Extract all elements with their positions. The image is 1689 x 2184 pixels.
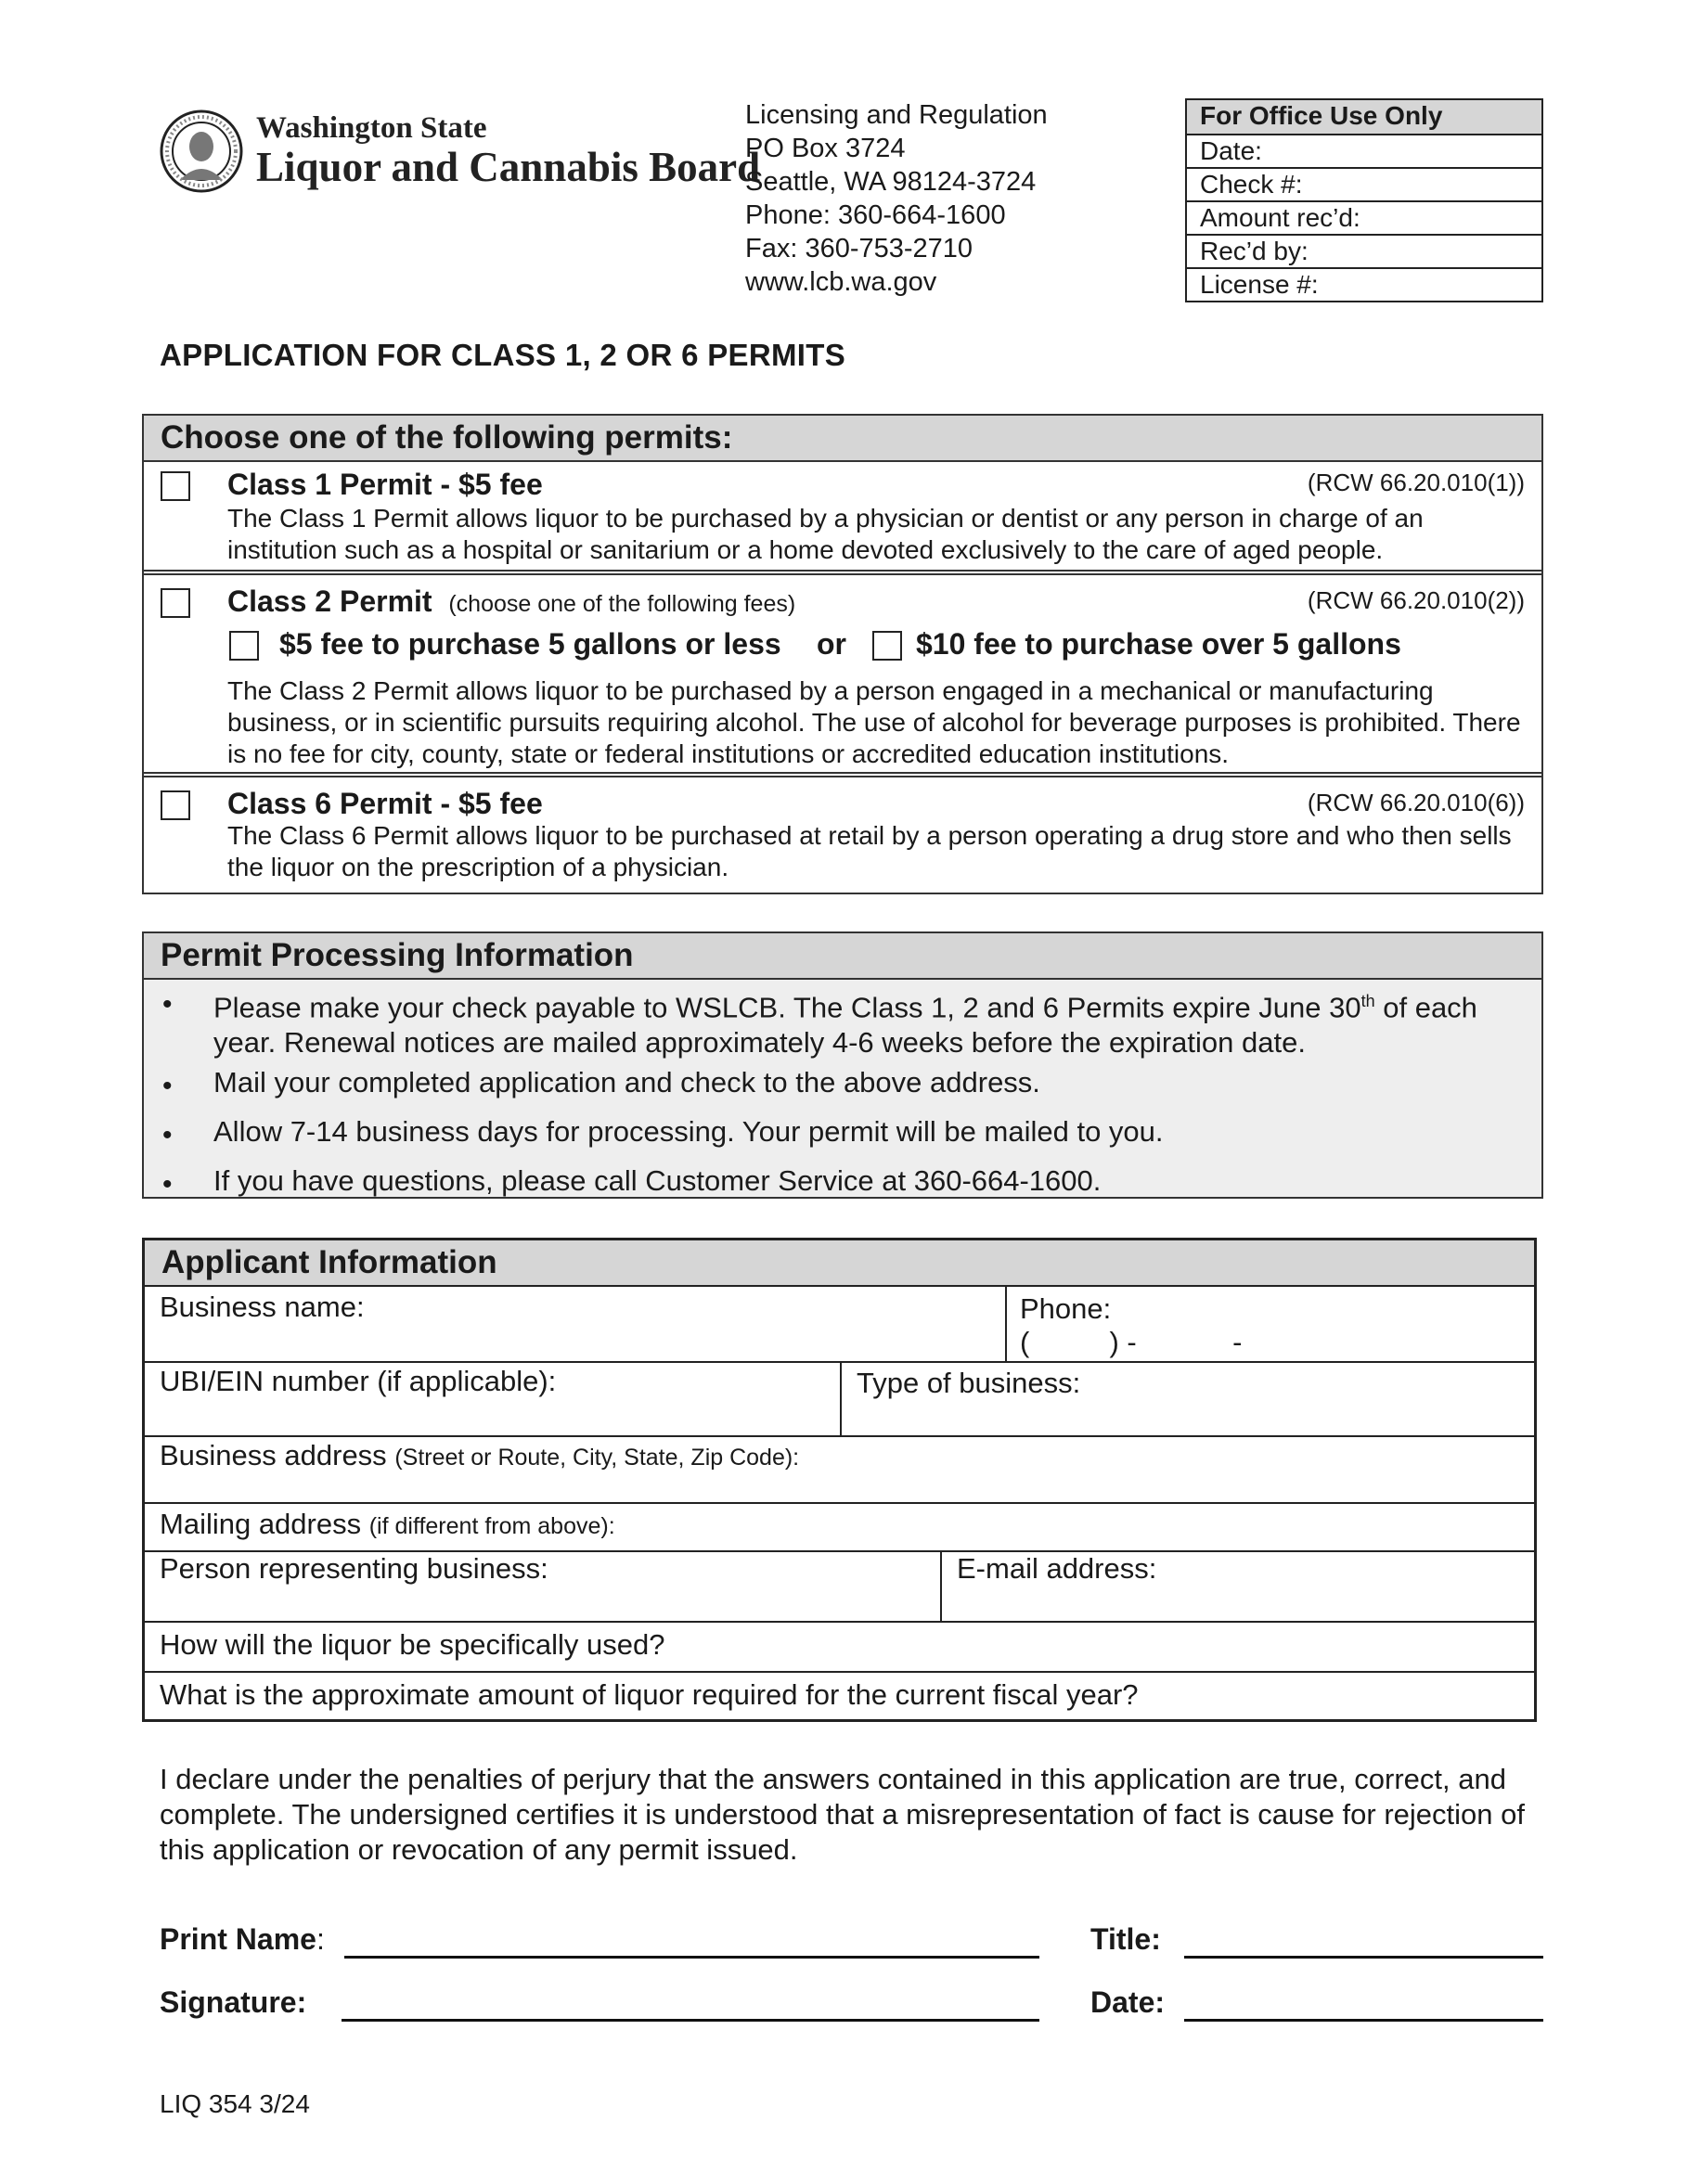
class1-description: The Class 1 Permit allows liquor to be purchased by a physician or dentist or any person in charge of an institution such as a hospital or sanitarium or a home devoted exclusively to the care of aged people. (227, 504, 1424, 564)
mailing-address-label: Mailing address (if different from above): (160, 1508, 615, 1540)
divider (840, 1361, 842, 1435)
divider (145, 1621, 1534, 1623)
page-title: APPLICATION FOR CLASS 1, 2 OR 6 PERMITS (160, 338, 846, 372)
processing-item-questions: If you have questions, please call Customer Service at 360-664-1600. (213, 1164, 1102, 1197)
class2-fee-5-label: $5 fee to purchase 5 gallons or less (279, 627, 781, 661)
class1-title: Class 1 Permit - $5 fee (227, 468, 543, 501)
email-field[interactable] (957, 1586, 1523, 1619)
business-type-field[interactable] (857, 1398, 1525, 1432)
divider (1005, 1287, 1007, 1361)
business-name-label: Business name: (160, 1291, 365, 1323)
bullet: • (162, 1071, 173, 1101)
divider (940, 1550, 942, 1621)
class6-option (144, 779, 1541, 893)
contact-phone: Phone: 360-664-1600 (745, 200, 1006, 230)
signature-field[interactable] (342, 2019, 1039, 2022)
business-name-field[interactable] (160, 1324, 995, 1357)
office-use-title: For Office Use Only (1187, 100, 1541, 134)
agency-logo (160, 108, 761, 191)
class6-description: The Class 6 Permit allows liquor to be purchased at retail by a person operating a drug store and who then sells the liquor on the prescription of a physician. (227, 821, 1512, 881)
title-label: Title: (1090, 1922, 1161, 1956)
ubi-label: UBI/EIN number (if applicable): (160, 1365, 557, 1397)
office-license-field: License #: (1187, 267, 1541, 301)
class1-rcw: (RCW 66.20.010(1)) (1307, 469, 1525, 496)
class2-title-row (227, 585, 795, 619)
class2-option (144, 577, 1541, 772)
state-seal-icon (160, 109, 243, 193)
form-number: LIQ 354 3/24 (160, 2089, 310, 2118)
phone-field[interactable]: ( ) - - (1020, 1326, 1243, 1358)
class2-fee-10-label: $10 fee to purchase over 5 gallons (916, 627, 1401, 661)
divider (144, 570, 1541, 575)
class2-fee-10-checkbox[interactable] (872, 631, 902, 661)
applicant-heading: Applicant Information (145, 1240, 1534, 1287)
divider (144, 772, 1541, 777)
liquor-use-label: How will the liquor be specifically used? (160, 1628, 665, 1661)
contact-fax: Fax: 360-753-2710 (745, 234, 973, 263)
office-check-field: Check #: (1187, 167, 1541, 200)
agency-name-line1: Washington State (256, 111, 487, 145)
class2-rcw: (RCW 66.20.010(2)) (1307, 586, 1525, 614)
divider (145, 1671, 1534, 1673)
divider (145, 1435, 1534, 1437)
representative-label: Person representing business: (160, 1552, 548, 1585)
agency-name-line2: Liquor and Cannabis Board (256, 144, 761, 190)
business-type-label: Type of business: (857, 1367, 1081, 1399)
print-name-field[interactable] (344, 1956, 1039, 1959)
signature-label: Signature: (160, 1985, 307, 2019)
applicant-info-table (142, 1238, 1537, 1722)
permit-choice-section (142, 414, 1543, 894)
divider (145, 1502, 1534, 1504)
class6-rcw: (RCW 66.20.010(6)) (1307, 789, 1525, 816)
liquor-amount-label: What is the approximate amount of liquor required for the current fiscal year? (160, 1678, 1139, 1711)
office-date-field: Date: (1187, 134, 1541, 167)
phone-label: Phone: (1020, 1292, 1112, 1325)
email-label: E-mail address: (957, 1552, 1157, 1585)
office-use-box (1185, 98, 1543, 302)
bullet: • (162, 989, 173, 1020)
class1-checkbox[interactable] (161, 471, 190, 501)
class2-title: Class 2 Permit (227, 585, 432, 618)
class2-description: The Class 2 Permit allows liquor to be purchased by a person engaged in a mechanical or manufacturing business, or in scientific pursuits requiring alcohol. The use of alcohol for beverage purposes is prohibited. There is no fee for city, county, state or federal institutions or accredited education institutions. (227, 676, 1521, 768)
processing-info-section (142, 931, 1543, 1199)
business-address-field[interactable] (160, 1472, 1524, 1500)
class6-title: Class 6 Permit - $5 fee (227, 787, 543, 820)
office-recd-by-field: Rec’d by: (1187, 234, 1541, 267)
declaration-text: I declare under the penalties of perjury that the answers contained in this application are true, correct, and complete. The undersigned certifies it is understood that a misrepresentation of fact is cause for rejection of this application or revocation of any permit issued. (160, 1763, 1525, 1866)
date-field[interactable] (1184, 2019, 1543, 2022)
processing-item-expiry: Please make your check payable to WSLCB. The Class 1, 2 and 6 Permits expire June 30th of each year. Renewal notices are mailed approximately 4-6 weeks before the expiration date. (213, 991, 1477, 1060)
processing-item-timeline: Allow 7-14 business days for processing. Your permit will be mailed to you. (213, 1115, 1164, 1148)
ubi-field[interactable] (160, 1398, 967, 1432)
contact-division: Licensing and Regulation (745, 100, 1048, 130)
class2-fee-or: or (817, 627, 846, 661)
class2-fee-5-checkbox[interactable] (229, 631, 259, 661)
contact-block (745, 98, 1048, 299)
contact-city: Seattle, WA 98124-3724 (745, 167, 1037, 197)
print-name-label: Print Name: (160, 1922, 325, 1956)
permit-choice-heading: Choose one of the following permits: (144, 416, 1541, 462)
contact-po-box: PO Box 3724 (745, 134, 906, 163)
date-label: Date: (1090, 1985, 1166, 2019)
processing-item-mail: Mail your completed application and check to the above address. (213, 1066, 1040, 1098)
class6-checkbox[interactable] (161, 790, 190, 820)
title-field[interactable] (1184, 1956, 1543, 1959)
class2-subtitle: (choose one of the following fees) (448, 591, 796, 617)
contact-website[interactable]: www.lcb.wa.gov (745, 267, 937, 297)
bullet: • (162, 1169, 173, 1200)
class1-option (144, 462, 1541, 570)
processing-heading: Permit Processing Information (144, 933, 1541, 980)
business-address-label: Business address (Street or Route, City, State, Zip Code): (160, 1439, 800, 1471)
office-amount-field: Amount rec’d: (1187, 200, 1541, 234)
representative-field[interactable] (160, 1586, 921, 1619)
bullet: • (162, 1120, 173, 1150)
class2-checkbox[interactable] (161, 588, 190, 618)
